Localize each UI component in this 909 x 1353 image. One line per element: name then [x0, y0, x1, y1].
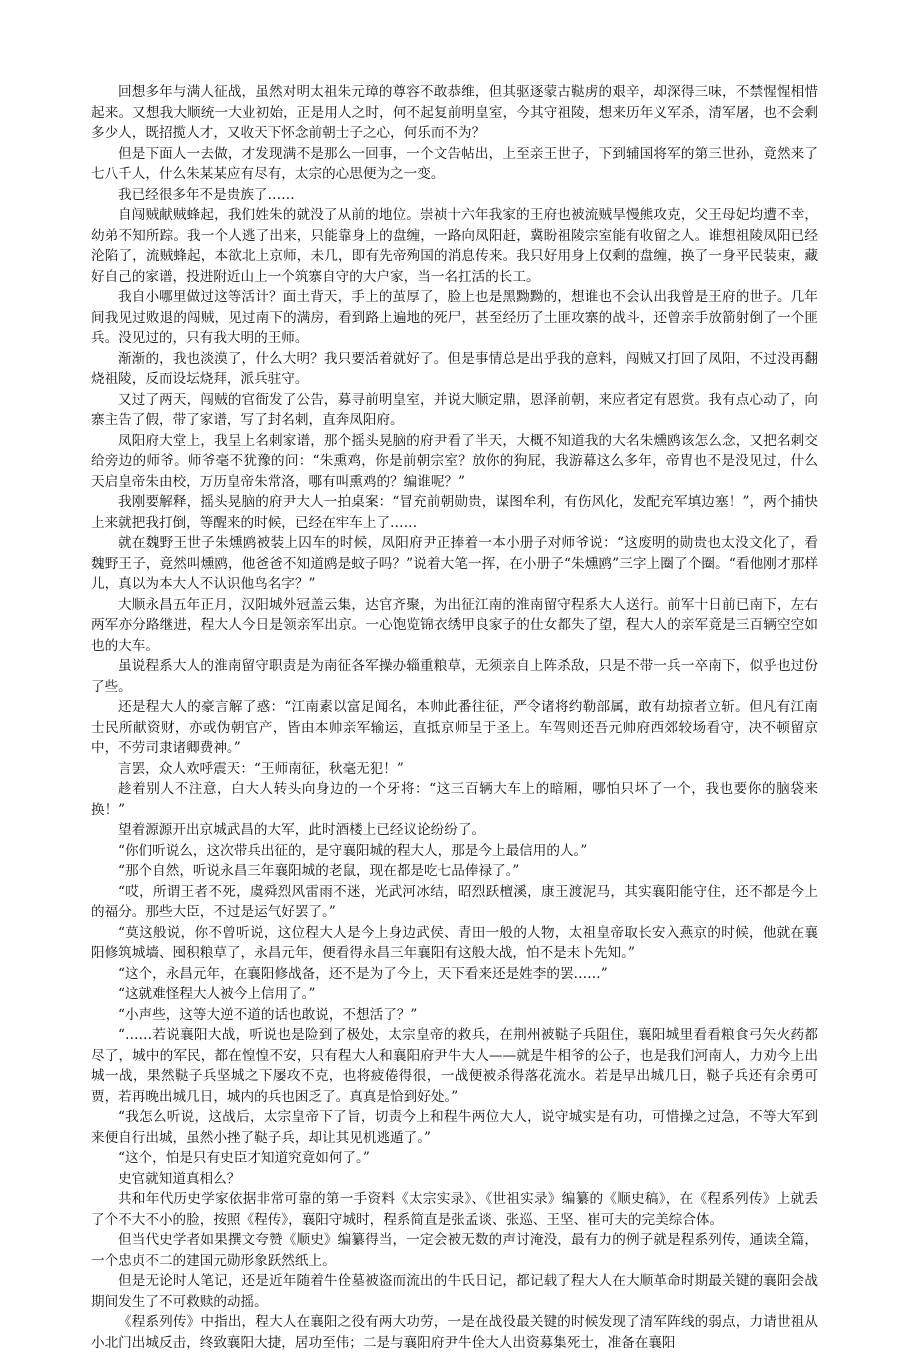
paragraph: 但当代史学者如果撰文夸赞《顺史》编纂得当，一定会被无数的声讨淹没，最有力的例子就是程系列传，通读全篇，一个忠贞不二的建国元勋形象跃然纸上。 [91, 1232, 818, 1269]
paragraph: 但是下面人一去做，才发现满不是那么一回事，一个文告帖出，上至亲王世子，下到辅国将军的第三世孙，竟然来了七八千人，什么朱某某应有尽有，太宗的心思便为之一变。 [91, 145, 818, 182]
paragraph: 还是程大人的豪言解了惑：“江南素以富足闻名，本帅此番往征，严令诸将约勒部属，敢有劫掠者立斩。但凡有江南士民所献资财，亦或伪朝官产，皆由本帅亲军输运，直抵京师呈于圣上。车驾则还吾元帅府西郊较场看守，决不顿留京中，不劳司隶诸卿费神。” [91, 699, 818, 756]
paragraph: 渐渐的，我也淡漠了，什么大明？我只要活着就好了。但是事情总是出乎我的意料，闯贼又打回了凤阳，不过没再翻烧祖陵，反而设坛烧拜，派兵驻守。 [91, 350, 818, 387]
paragraph: 自闯贼献贼蜂起，我们姓朱的就没了从前的地位。崇祯十六年我家的王府也被流贼旱慢熊攻克，父王母妃均遭不幸，幼弟不知所踪。我一个人逃了出来，只能靠身上的盘缠，一路向凤阳赶，冀盼祖陵宗室能有收留之人。谁想祖陵凤阳已经沦陷了，流贼蜂起，本欲北上京师，未几，即有先帝殉国的消息传来。我只好用身上仅剩的盘缠，换了一身平民装束，藏好自己的家谱，投进附近山上一个筑寨自守的大户家，当一名扛活的长工。 [91, 207, 818, 285]
paragraph: 但是无论时人笔记，还是近年随着牛佺墓被盗而流出的牛氏日记，都记载了程大人在大顺革命时期最关键的襄阳会战期间发生了不可救赎的动摇。 [91, 1273, 818, 1310]
paragraph: “小声些，这等大逆不道的话也敢说，不想活了？” [118, 1006, 418, 1023]
paragraph: 趁着别人不注意，白大人转头向身边的一个牙将：“这三百辆大车上的暗厢，哪怕只坏了一个，我也要你的脑袋来换！” [91, 781, 818, 818]
paragraph: 我刚要解释，摇头晃脑的府尹大人一拍桌案：“冒充前朝勋贵，谋图牟利，有伤风化，发配充军填边塞！”，两个捕快上来就把我打倒，等醒来的时候，已经在牢车上了…… [91, 494, 818, 531]
paragraph: “你们听说么，这次带兵出征的，是守襄阳城的程大人，那是今上最信用的人。” [118, 842, 588, 859]
paragraph: “哎，所谓王者不死，虞舜烈风雷雨不迷，光武河冰结，昭烈跃檀溪，康王渡泥马，其实襄阳能守住，还不都是今上的福分。那些大臣，不过是运气好罢了。” [91, 883, 818, 920]
paragraph: 又过了两天，闯贼的官衙发了公告，募寻前明皇室，并说大顺定鼎，恩泽前朝，来应者定有恩赏。我有点心动了，向寨主告了假，带了家谱，写了封名刺，直奔凤阳府。 [91, 391, 818, 428]
paragraph: 言罢，众人欢呼震天：“王师南征，秋毫无犯！” [118, 760, 404, 777]
paragraph: 史官就知道真相么？ [118, 1170, 241, 1187]
paragraph: “这个，怕是只有史臣才知道究竟如何了。” [118, 1150, 370, 1166]
paragraph: 望着源源开出京城武昌的大军，此时酒楼上已经议论纷纷了。 [118, 822, 486, 838]
paragraph: “那个自然，听说永昌三年襄阳城的老鼠，现在都是吃七品俸禄了。” [118, 863, 520, 879]
paragraph: “莫这般说，你不曾听说，这位程大人是今上身边武侯、青田一般的人物，太祖皇帝取长安入燕京的时候，他就在襄阳修筑城墙、囤积粮草了，永昌元年，便看得永昌三年襄阳有这般大战，怕不是未卜先知。” [91, 924, 818, 961]
paragraph: 我已经很多年不是贵族了…… [118, 186, 295, 203]
paragraph: 共和年代历史学家依据非常可靠的第一手资料《太宗实录》、《世祖实录》编纂的《顺史稿》，在《程系列传》上就丢了个不大不小的脸，按照《程传》，襄阳守城时，程系简直是张孟谈、张巡、王坚、崔可夫的完美综合体。 [91, 1191, 818, 1228]
paragraph: 凤阳府大堂上，我呈上名刺家谱，那个摇头晃脑的府尹看了半天，大概不知道我的大名朱燻鸥该怎么念，又把名刺交给旁边的师爷。师爷毫不犹豫的问：“朱熏鸡，你是前朝宗室？放你的狗屁，我游幕这么多年，帝胄也不是没见过，什么天启皇帝朱由校，万历皇帝朱常洛，哪有叫熏鸡的？编谁呢？” [91, 432, 818, 490]
document-page [91, 82, 818, 1353]
paragraph: 回想多年与满人征战，虽然对明太祖朱元璋的尊容不敢恭维，但其驱逐蒙古鞑虏的艰辛，却深得三味，不禁惺惺相惜起来。又想我大顺统一大业初始，正是用人之时，何不起复前明皇室，今其守祖陵，想来历年义军杀，清军屠，也不会剩多少人，既招揽人才，又收天下怀念前朝士子之心，何乐而不为？ [91, 84, 818, 141]
paragraph: “这就难怪程大人被今上信用了。” [118, 986, 316, 1002]
paragraph: 就在魏野王世子朱燻鸥被装上囚车的时候，凤阳府尹正捧着一本小册子对师爷说：“这废明的勋贵也太没文化了，看魏野王子，竟然叫燻鸥，他爸爸不知道鸥是蚊子吗？”说着大笔一挥，在小册子“朱燻鸥”三字上圈了个圈。“看他刚才那样儿，真以为本大人不认识他鸟名字？” [91, 535, 818, 592]
paragraph: 大顺永昌五年正月，汉阳城外冠盖云集，达官齐聚，为出征江南的淮南留守程系大人送行。前军十日前已南下，左右两军亦分路继进，程大人今日是领亲军出京。一心饱览锦衣绣甲良家子的仕女都失了望，程大人的亲军竟是三百辆空空如也的大车。 [91, 596, 818, 654]
paragraph: “这个，永昌元年，在襄阳修战备，还不是为了今上，天下看来还是姓李的罢……” [118, 965, 608, 982]
paragraph: 虽说程系大人的淮南留守职责是为南征各军操办辎重粮草，无须亲自上阵杀敌，只是不带一兵一卒南下，似乎也过份了些。 [91, 658, 818, 695]
paragraph: 《程系列传》中指出，程大人在襄阳之役有两大功劳，一是在战役最关键的时候发现了清军阵线的弱点，力请世祖从小北门出城反击，终致襄阳大捷，居功至伟；二是与襄阳府尹牛佺大人出资募集死士，准备在襄阳 [91, 1314, 818, 1351]
paragraph: “……若说襄阳大战，听说也是险到了极处，太宗皇帝的救兵，在荆州被鞑子兵阻住，襄阳城里看看粮食弓矢火药都尽了，城中的军民，都在惶惶不安，只有程大人和襄阳府尹牛大人——就是牛相爷的公子，也是我们河南人，力劝今上出城一战，果然鞑子兵坚城之下屡攻不克，也将疲倦得很，一战便被杀得落花流水。若是早出城几日，鞑子兵还有余勇可贾，若再晚出城几日，城内的兵也困乏了。真真是恰到好处。” [91, 1027, 818, 1105]
paragraph: “我怎么听说，这战后，太宗皇帝下了旨，切责今上和程牛两位大人，说守城实是有功，可惜操之过急，不等大军到来便自行出城，虽然小挫了鞑子兵，却让其见机逃遁了。” [91, 1109, 818, 1146]
paragraph: 我自小哪里做过这等活计？面土背天，手上的茧厚了，脸上也是黑黝黝的，想谁也不会认出我曾是王府的世子。几年间我见过败退的闯贼，见过南下的满房，看到路上遍地的死尸，甚至经历了土匪攻寨的战斗，还曾亲手放箭射倒了一个匪兵。没见过的，只有我大明的王师。 [91, 289, 818, 346]
